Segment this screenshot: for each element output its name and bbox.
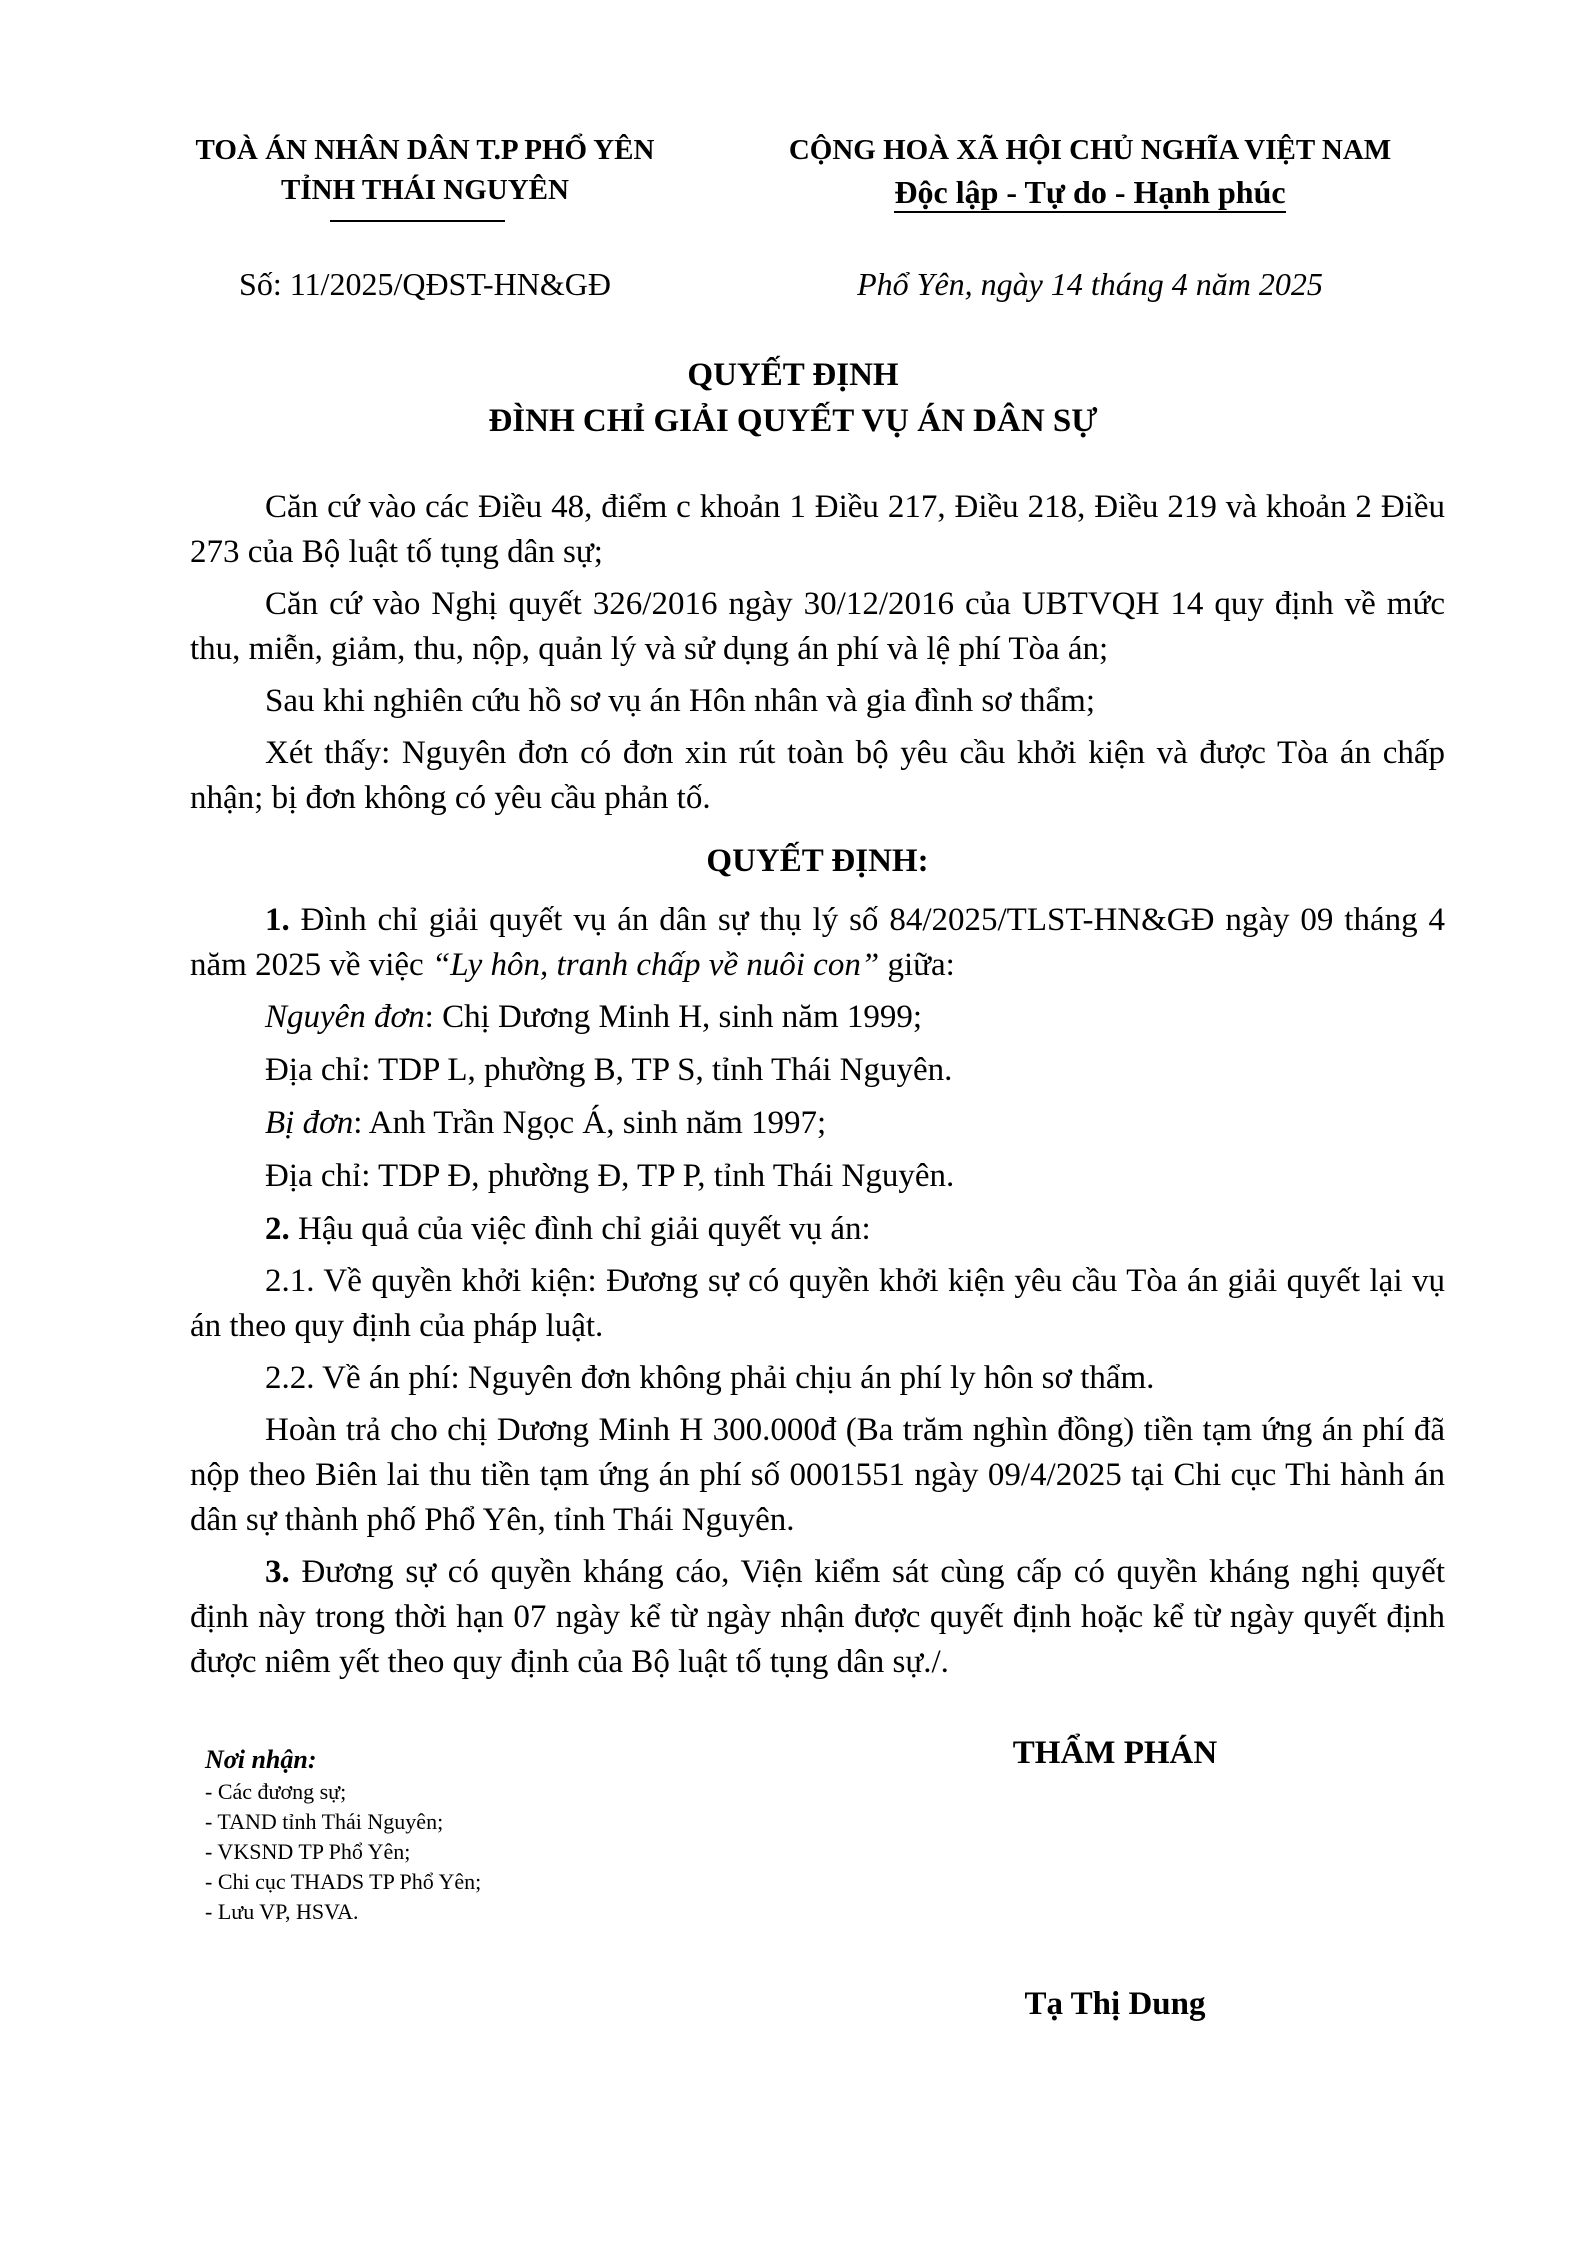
nation-block — [730, 130, 1450, 214]
document-header — [0, 130, 1586, 230]
document-number: Số: 11/2025/QĐST-HN&GĐ — [239, 266, 611, 302]
decision-heading: QUYẾT ĐỊNH: — [706, 843, 929, 879]
recipients-title: Nơi nhận: — [205, 1745, 317, 1774]
item-1-number: 1. — [265, 902, 290, 938]
document-body — [190, 485, 1445, 1692]
defendant-line: Bị đơn: Anh Trần Ngọc Á, sinh năm 1997; — [265, 1105, 827, 1141]
title-line-1: QUYẾT ĐỊNH — [687, 357, 899, 393]
plaintiff-line: Nguyên đơn: Chị Dương Minh H, sinh năm 1999; — [265, 999, 923, 1035]
document-title — [0, 352, 1586, 444]
recipient-item: - VKSND TP Phổ Yên; — [205, 1839, 411, 1864]
item-2-2: 2.2. Về án phí: Nguyên đơn không phải chịu án phí ly hôn sơ thẩm. — [265, 1360, 1155, 1396]
court-name: TOÀ ÁN NHÂN DÂN T.P PHỔ YÊN — [195, 134, 655, 166]
preamble-2: Căn cứ vào Nghị quyết 326/2016 ngày 30/12/2016 của UBTVQH 14 quy định về mức thu, miễn, giảm, thu, nộp, quản lý và sử dụng án phí và lệ phí Tòa án; — [190, 586, 1445, 667]
preamble-3: Sau khi nghiên cứu hồ sơ vụ án Hôn nhân và gia đình sơ thẩm; — [265, 683, 1096, 719]
case-subject: “Ly hôn, tranh chấp về nuôi con” — [431, 947, 880, 983]
recipient-item: - Các đương sự; — [205, 1779, 347, 1804]
recipient-item: - Chi cục THADS TP Phổ Yên; — [205, 1869, 482, 1894]
recipients-block — [205, 1743, 705, 1927]
title-line-2: ĐÌNH CHỈ GIẢI QUYẾT VỤ ÁN DÂN SỰ — [488, 403, 1098, 439]
nation-name: CỘNG HOÀ XÃ HỘI CHỦ NGHĨA VIỆT NAM — [788, 134, 1392, 166]
court-block — [150, 130, 700, 210]
judge-title: THẨM PHÁN — [1012, 1735, 1218, 1771]
item-2-1: 2.1. Về quyền khởi kiện: Đương sự có quyền khởi kiện yêu cầu Tòa án giải quyết lại vụ án theo quy định của pháp luật. — [190, 1263, 1445, 1344]
judge-name: Tạ Thị Dung — [1024, 1986, 1206, 2022]
national-motto: Độc lập - Tự do - Hạnh phúc — [730, 170, 1450, 214]
refund-paragraph: Hoàn trả cho chị Dương Minh H 300.000đ (Ba trăm nghìn đồng) tiền tạm ứng án phí đã nộp theo Biên lai thu tiền tạm ứng án phí số 0001551 ngày 09/4/2025 tại Chi cục Thi hành án dân sự thành phố Phổ Yên, tỉnh Thái Nguyên. — [190, 1412, 1445, 1538]
court-province: TỈNH THÁI NGUYÊN — [281, 174, 569, 206]
recipient-item: - TAND tỉnh Thái Nguyên; — [205, 1809, 444, 1834]
court-underline — [330, 220, 505, 222]
preamble-4: Xét thấy: Nguyên đơn có đơn xin rút toàn bộ yêu cầu khởi kiện và được Tòa án chấp nhận; bị đơn không có yêu cầu phản tố. — [190, 735, 1445, 816]
recipient-item: - Lưu VP, HSVA. — [205, 1899, 359, 1924]
item-3: 3. Đương sự có quyền kháng cáo, Viện kiểm sát cùng cấp có quyền kháng nghị quyết định này trong thời hạn 07 ngày kể từ ngày nhận được quyết định hoặc kể từ ngày quyết định được niêm yết theo quy định của Bộ luật tố tụng dân sự./. — [190, 1554, 1445, 1680]
item-1: 1. Đình chỉ giải quyết vụ án dân sự thụ lý số 84/2025/TLST-HN&GĐ ngày 09 tháng 4 năm 2025 về việc “Ly hôn, tranh chấp về nuôi con” giữa: — [190, 902, 1445, 983]
item-2: 2. Hậu quả của việc đình chỉ giải quyết vụ án: — [265, 1211, 871, 1247]
place-date: Phổ Yên, ngày 14 tháng 4 năm 2025 — [857, 266, 1323, 302]
item-2-number: 2. — [265, 1211, 290, 1247]
item-3-number: 3. — [265, 1554, 290, 1590]
preamble-1: Căn cứ vào các Điều 48, điểm c khoản 1 Điều 217, Điều 218, Điều 219 và khoản 2 Điều 273 của Bộ luật tố tụng dân sự; — [190, 489, 1445, 570]
plaintiff-address: Địa chỉ: TDP L, phường B, TP S, tỉnh Thái Nguyên. — [265, 1052, 953, 1088]
defendant-address: Địa chỉ: TDP Đ, phường Đ, TP P, tỉnh Thái Nguyên. — [265, 1158, 955, 1194]
